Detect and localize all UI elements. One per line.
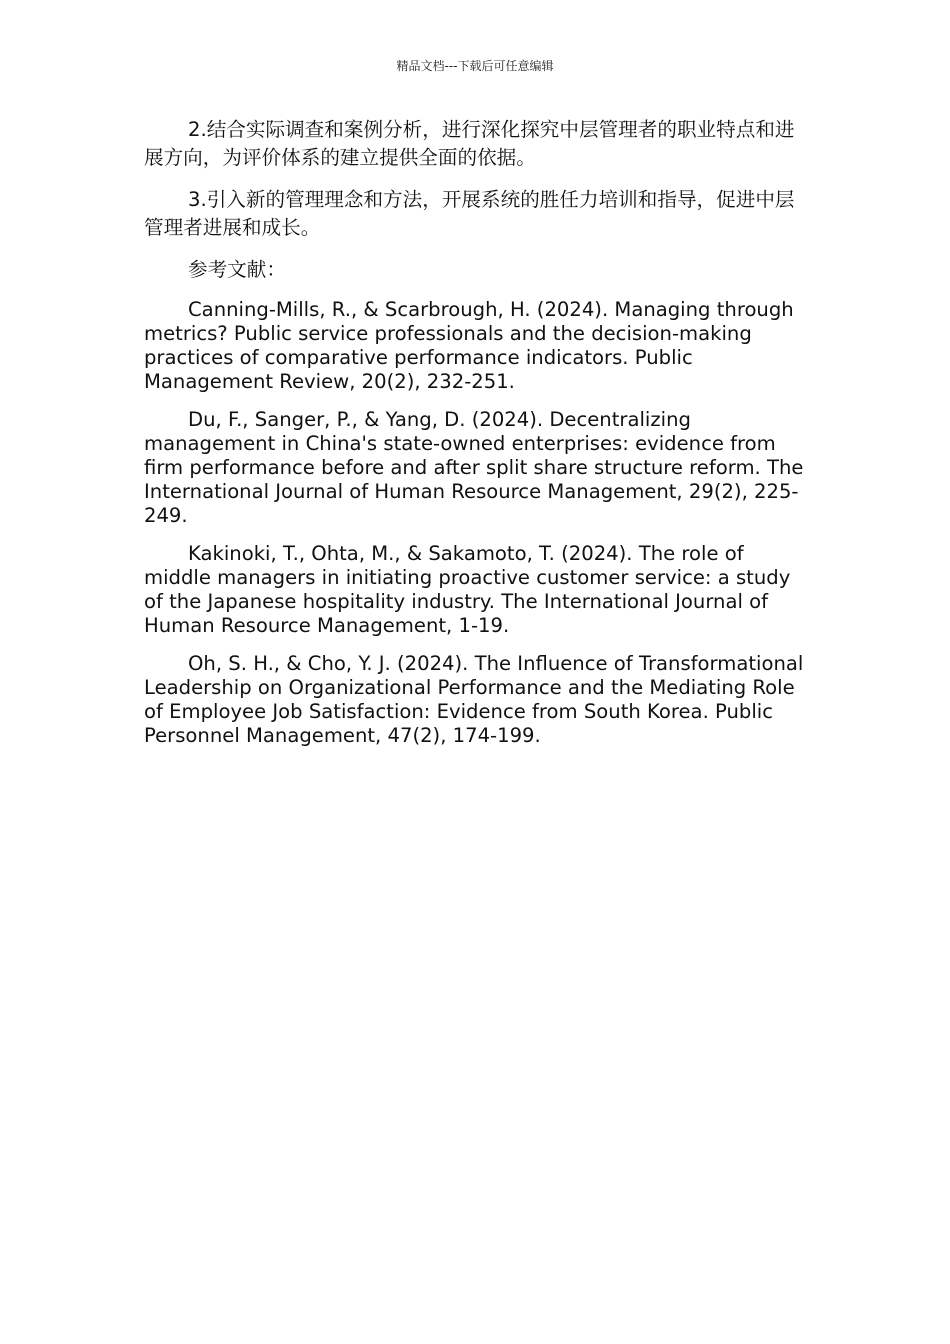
reference-item: Kakinoki, T., Ohta, M., & Sakamoto, T. (2024). The role of middle managers in initiating proactive customer service: a study of the Japanese hospitality industry. The International Journal of Human Resource Management, 1-19. (144, 542, 791, 637)
reference-item: Canning-Mills, R., & Scarbrough, H. (2024). Managing through metrics? Public service professionals and the decision-making practices of comparative performance indicators. Public Management Review, 20(2), 232-251. (144, 298, 794, 393)
paragraph-item-3: 3.引入新的管理理念和方法，开展系统的胜任力培训和指导，促进中层管理者进展和成长。 (144, 188, 795, 239)
reference-item: Du, F., Sanger, P., & Yang, D. (2024). Decentralizing management in China's state-owned enterprises: evidence from firm performance before and after split share structure reform. The International Journal of Human Resource Management, 29(2), 225-249. (144, 408, 804, 527)
reference-item: Oh, S. H., & Cho, Y. J. (2024). The Influence of Transformational Leadership on Organizational Performance and the Mediating Role of Employee Job Satisfaction: Evidence from South Korea. Public Personnel Management, 47(2), 174-199. (144, 652, 804, 747)
paragraph-item-2: 2.结合实际调查和案例分析，进行深化探究中层管理者的职业特点和进展方向，为评价体系的建立提供全面的依据。 (144, 118, 795, 169)
page-header: 精品文档---下载后可任意编辑 (396, 59, 554, 73)
references-heading: 参考文献： (188, 258, 286, 281)
document-body (144, 116, 806, 762)
